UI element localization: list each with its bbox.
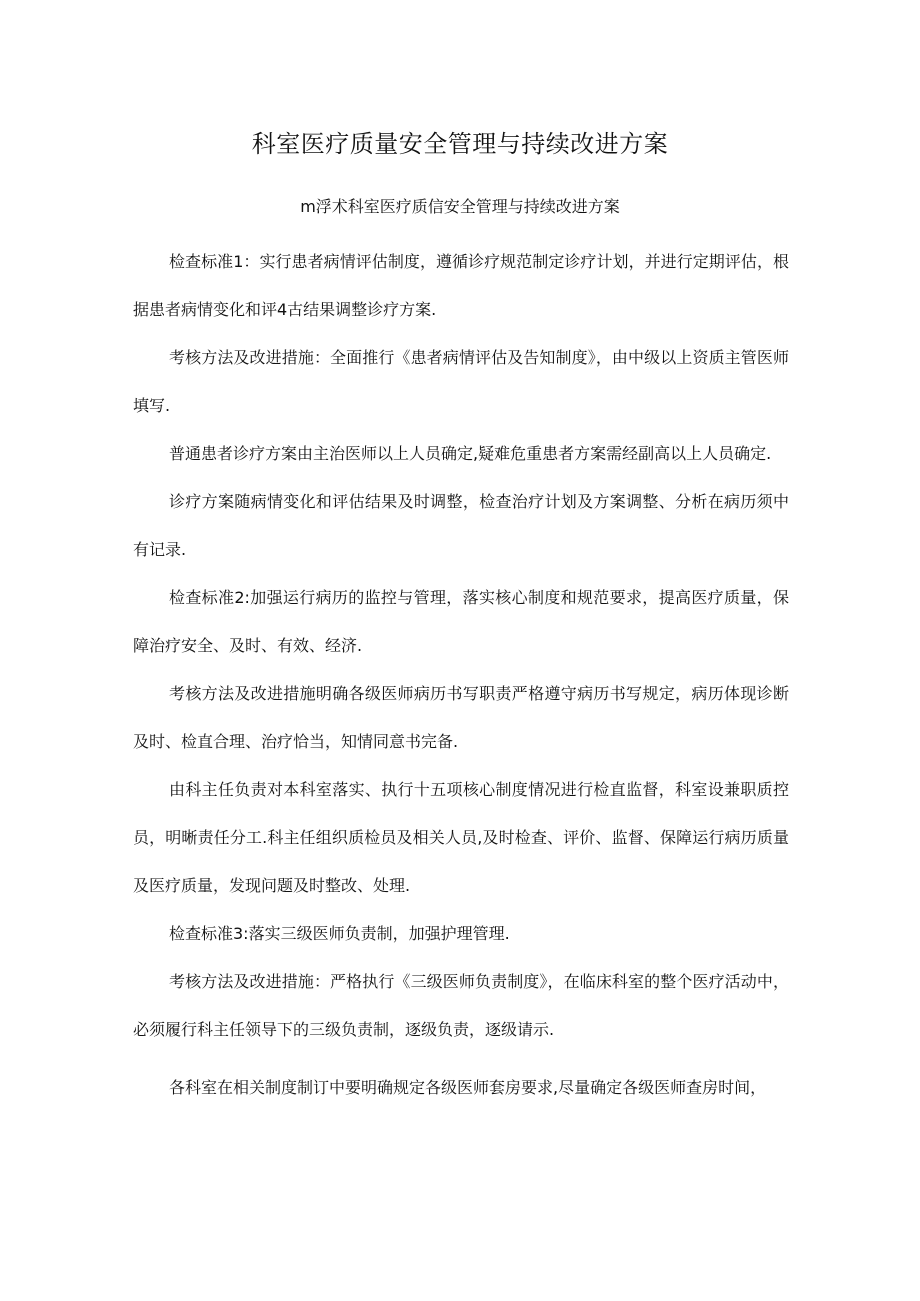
- paragraph: 检查标准3:落实三级医师负责制，加强护理管理.: [169, 924, 510, 943]
- paragraph: 考核方法及改进措施：全面推行《患者病情评估及告知制度》，由中级以上资质主管医师填写.: [133, 348, 789, 415]
- document-body: [133, 238, 789, 1112]
- paragraph: 诊疗方案随病情变化和评估结果及时调整，检查治疗计划及方案调整、分析在病历须中有记录.: [133, 492, 789, 559]
- paragraph: 由科主任负责对本科室落实、执行十五项核心制度情况进行检直监督，科室设兼职质控员，明晰责任分工.科主任组织质检员及相关人员,及时检查、评价、监督、保障运行病历质量及医疗质量，发现问题及时整改、处理.: [133, 780, 789, 895]
- document-subtitle: m浮术科室医疗质信安全管理与持续改进方案: [300, 197, 620, 216]
- paragraph: 检查标准2:加强运行病历的监控与管理，落实核心制度和规范要求，提高医疗质量，保障治疗安全、及时、有效、经济.: [133, 588, 789, 655]
- paragraph: 普通患者诊疗方案由主治医师以上人员确定,疑难危重患者方案需经副高以上人员确定.: [169, 444, 772, 463]
- paragraph: 检查标准1：实行患者病情评估制度，遵循诊疗规范制定诊疗计划，并进行定期评估，根据患者病情变化和评4古结果调整诊疗方案.: [133, 252, 789, 319]
- document-title: 科室医疗质量安全管理与持续改进方案: [251, 130, 669, 158]
- paragraph: 考核方法及改进措施：严格执行《三级医师负责制度》，在临床科室的整个医疗活动中，必须履行科主任领导下的三级负责制，逐级负责，逐级请示.: [133, 972, 789, 1039]
- paragraph: 各科室在相关制度制订中要明确规定各级医师套房要求,尽量确定各级医师查房时间，: [169, 1078, 767, 1097]
- paragraph: 考核方法及改进措施明确各级医师病历书写职责严格遵守病历书写规定，病历体现诊断及时、检直合理、治疗恰当，知情同意书完备.: [133, 684, 789, 751]
